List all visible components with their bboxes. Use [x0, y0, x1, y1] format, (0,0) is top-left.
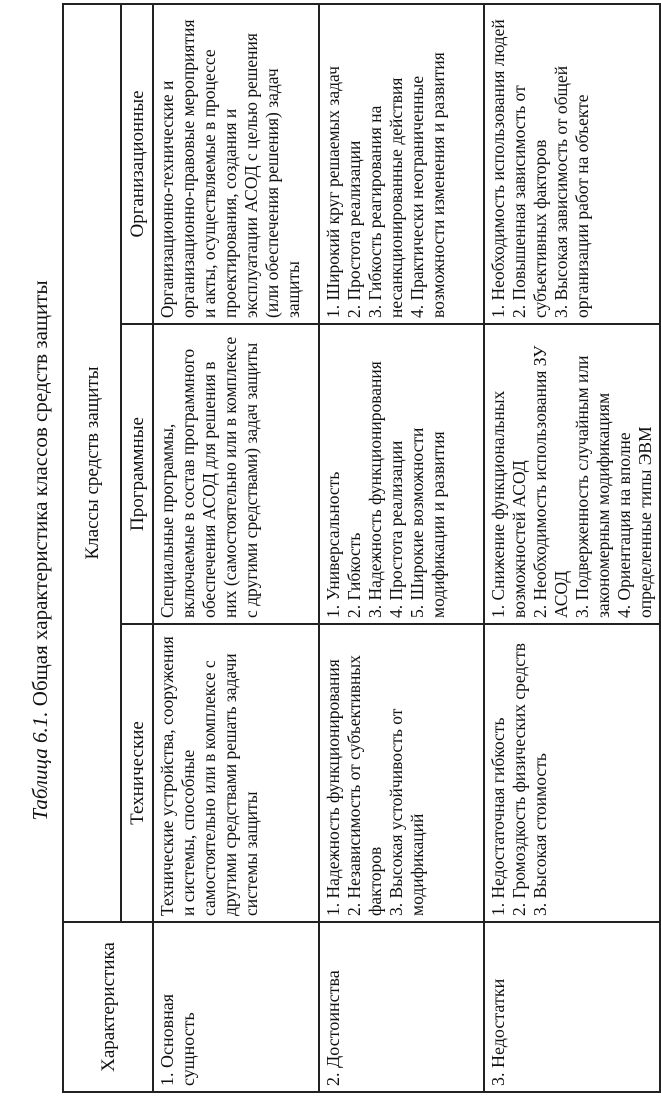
cell-item: Технические устройства, сооружения и системы, способные самостоятельно или в комплексе с другими средствами решать задачи системы защиты	[157, 636, 261, 916]
table-cell	[153, 4, 319, 324]
cell-item: 3. Высокая устойчивость от модификаций	[386, 708, 427, 916]
row-label: 2. Достоинства	[319, 922, 484, 1092]
row-label: 1. Основная сущность	[153, 922, 319, 1092]
cell-item: 4. Простота реализации	[386, 440, 406, 618]
header-technical: Технические	[121, 624, 153, 922]
cell-item: 2. Необходимость использования ЗУ АСОД	[530, 345, 571, 618]
table-row	[153, 4, 319, 1092]
table-cell	[153, 324, 319, 624]
cell-item: 2. Громоздкость физических средств	[509, 643, 529, 916]
cell-item: Организационно-технические и организационно-правовые мероприятия и акты, осуществляемые в процессе проектирования, создания и эксплуатации АСОД с целью решения (или обеспечения решения) задач защиты	[157, 19, 303, 318]
cell-item: 1. Надежность функционирования	[323, 659, 343, 916]
cell-item: 2. Независимость от субъективных факторов	[344, 655, 385, 916]
table-row	[484, 4, 660, 1092]
header-characteristic: Характеристика	[63, 922, 153, 1092]
cell-item: 3. Надежность функционирования	[365, 361, 385, 618]
cell-item: 1. Широкий круг решаемых задач	[323, 66, 343, 318]
caption-text: Общая характеристика классов средств защиты	[28, 280, 52, 707]
cell-item: 3. Гибкость реагирования на несанкционированные действия	[365, 77, 406, 318]
cell-item: 5. Широкие возможности модификации и развития	[407, 427, 448, 618]
cell-item: 4. Ориентация на вполне определенные типы ЭВМ	[614, 426, 655, 618]
table-cell	[484, 324, 660, 624]
cell-item: 1. Снижение функциональных возможностей АСОД	[488, 390, 529, 618]
table-cell	[484, 4, 660, 324]
table-cell	[153, 624, 319, 922]
table-cell	[319, 624, 484, 922]
table-cell	[319, 4, 484, 324]
cell-item: 3. Подверженность случайным или закономерным модификациям	[572, 355, 613, 618]
header-group: Классы средств защиты	[63, 4, 121, 922]
row-label: 3. Недостатки	[484, 922, 660, 1092]
caption-label: Таблица 6.1.	[28, 711, 52, 821]
cell-item: 3. Высокая зависимость от общей организации работ на объекте	[551, 65, 592, 318]
cell-item: 2. Простота реализации	[344, 140, 364, 318]
cell-item: 2. Гибкость	[344, 532, 364, 618]
cell-item: 4. Практически неограниченные возможности изменения и развития	[407, 52, 448, 318]
characteristics-table	[62, 3, 661, 1093]
cell-item: Специальные программы, включаемые в состав программного обеспечения АСОД для решения в них (самостоятельно или в комплексе с другими средствами) задач защиты	[157, 336, 261, 618]
cell-item: 2. Повышенная зависимость от субъективных факторов	[509, 85, 550, 318]
header-software: Программные	[121, 324, 153, 624]
table-cell	[319, 324, 484, 624]
header-row	[63, 4, 121, 1092]
header-organizational: Организационные	[121, 4, 153, 324]
cell-item: 3. Высокая стоимость	[530, 753, 550, 916]
cell-item: 1. Недостаточная гибкость	[488, 717, 508, 916]
cell-item: 1. Универсальность	[323, 471, 343, 618]
table-cell	[484, 624, 660, 922]
table-caption	[28, 0, 53, 1101]
cell-item: 1. Необходимость использования людей	[488, 19, 508, 318]
table-row	[319, 4, 484, 1092]
